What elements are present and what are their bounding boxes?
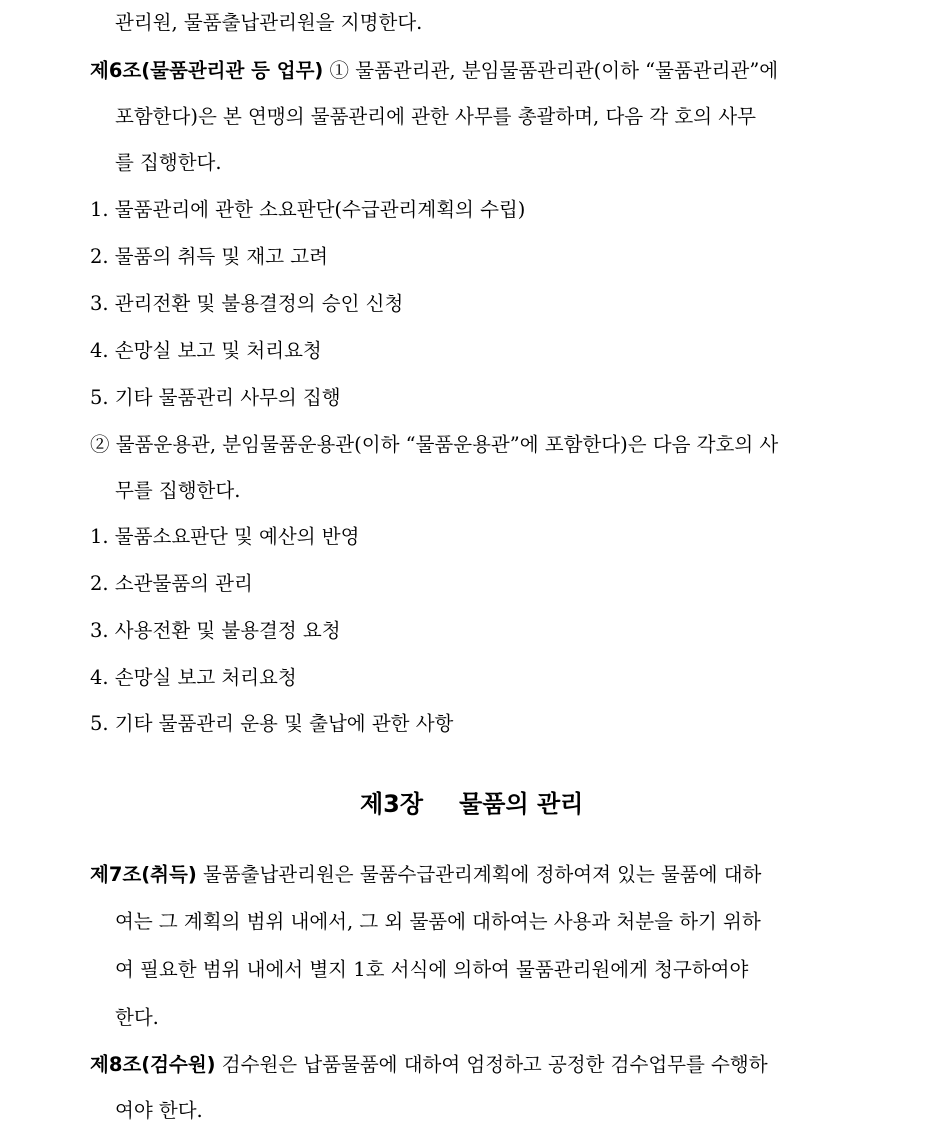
list-item: 1. 물품관리에 관한 소요판단(수급관리계획의 수립)	[90, 198, 526, 221]
article-6-title: 제6조(물품관리관 등 업무)	[90, 59, 324, 82]
list-item: 2. 물품의 취득 및 재고 고려	[90, 245, 328, 268]
article-8-title: 제8조(검수원)	[90, 1053, 216, 1076]
article-6-line-3: 를 집행한다.	[115, 151, 222, 174]
list-item: 5. 기타 물품관리 사무의 집행	[90, 386, 341, 409]
list-item: 2. 소관물품의 관리	[90, 572, 253, 595]
article-7-line-2: 여는 그 계획의 범위 내에서, 그 외 물품에 대하여는 사용과 처분을 하기 위하	[115, 910, 761, 933]
article-7-line-4: 한다.	[115, 1006, 159, 1029]
list-item: 3. 관리전환 및 불용결정의 승인 신청	[90, 292, 404, 315]
chapter-title: 물품의 관리	[459, 790, 584, 818]
list-item: 4. 손망실 보고 및 처리요청	[90, 339, 322, 362]
article-7-text: 물품출납관리원은 물품수급관리계획에 정하여져 있는 물품에 대하	[196, 863, 762, 886]
list-item: 1. 물품소요판단 및 예산의 반영	[90, 525, 360, 548]
article-7-line-1	[90, 860, 761, 890]
article-8-line-2: 여야 한다.	[115, 1099, 203, 1122]
article-8-line-1	[90, 1050, 768, 1080]
article-6-para-2-line-1: ② 물품운용관, 분임물품운용관(이하 “물품운용관”에 포함한다)은 다음 각호의 사	[90, 433, 779, 456]
list-item: 5. 기타 물품관리 운용 및 출납에 관한 사항	[90, 712, 454, 735]
list-item: 3. 사용전환 및 불용결정 요청	[90, 619, 341, 642]
article-6-line-2: 포함한다)은 본 연맹의 물품관리에 관한 사무를 총괄하며, 다음 각 호의 사무	[115, 105, 756, 128]
article-7-title: 제7조(취득)	[90, 863, 197, 886]
continuation-line: 관리원, 물품출납관리원을 지명한다.	[115, 11, 423, 34]
chapter-heading	[360, 787, 583, 821]
article-6-para-2-line-2: 무를 집행한다.	[115, 479, 241, 502]
article-8-text: 검수원은 납품물품에 대하여 엄정하고 공정한 검수업무를 수행하	[215, 1053, 768, 1076]
list-item: 4. 손망실 보고 처리요청	[90, 666, 297, 689]
article-6-line-1	[90, 56, 778, 86]
article-7-line-3: 여 필요한 범위 내에서 별지 1호 서식에 의하여 물품관리원에게 청구하여야	[115, 958, 749, 981]
article-6-para-1-text: ① 물품관리관, 분임물품관리관(이하 “물품관리관”에	[323, 59, 779, 82]
chapter-number: 제3장	[360, 790, 424, 818]
